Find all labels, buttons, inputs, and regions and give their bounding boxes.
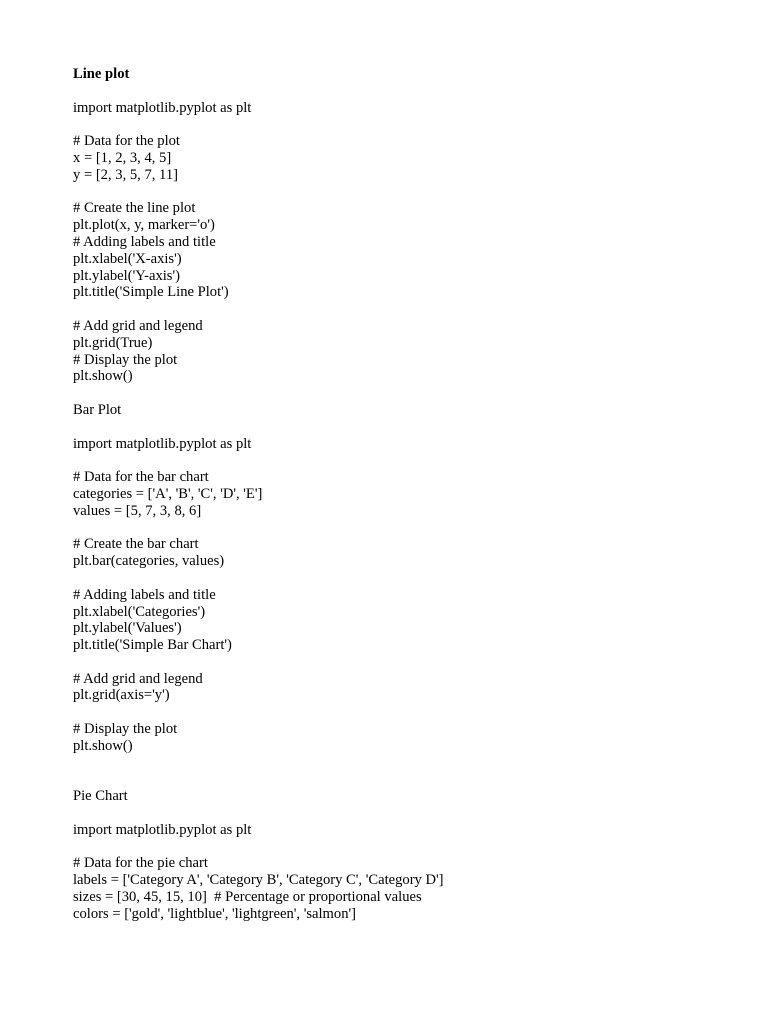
code-line: plt.xlabel('Categories')	[73, 603, 206, 620]
line-plot-heading: Line plot	[73, 66, 130, 82]
code-line: # Adding labels and title	[73, 233, 216, 250]
code-line: labels = ['Category A', 'Category B', 'Category C', 'Category D']	[73, 872, 444, 889]
spacer	[73, 570, 753, 587]
spacer	[73, 184, 753, 201]
spacer	[73, 385, 753, 402]
spacer	[73, 301, 753, 318]
code-line: plt.plot(x, y, marker='o')	[73, 217, 215, 234]
code-line: plt.title('Simple Bar Chart')	[73, 637, 232, 654]
spacer	[73, 755, 753, 789]
document-page	[73, 66, 753, 923]
code-line: # Display the plot	[73, 721, 178, 738]
spacer	[73, 839, 753, 856]
bar-plot-heading: Bar Plot	[73, 401, 122, 418]
code-line: # Create the line plot	[73, 200, 196, 217]
spacer	[73, 704, 753, 721]
code-line: # Data for the pie chart	[73, 855, 208, 872]
spacer	[73, 83, 753, 100]
code-line: import matplotlib.pyplot as plt	[73, 99, 252, 116]
spacer	[73, 116, 753, 133]
code-line: plt.ylabel('Values')	[73, 620, 182, 637]
spacer	[73, 654, 753, 671]
spacer	[73, 520, 753, 537]
code-line: plt.grid(True)	[73, 334, 153, 351]
spacer	[73, 452, 753, 469]
code-line: # Create the bar chart	[73, 536, 199, 553]
code-line: colors = ['gold', 'lightblue', 'lightgreen', 'salmon']	[73, 905, 356, 922]
code-line: import matplotlib.pyplot as plt	[73, 821, 252, 838]
code-line: plt.grid(axis='y')	[73, 687, 170, 704]
code-line: # Display the plot	[73, 351, 178, 368]
spacer	[73, 419, 753, 436]
code-line: # Add grid and legend	[73, 317, 203, 334]
code-line: values = [5, 7, 3, 8, 6]	[73, 502, 202, 519]
spacer	[73, 805, 753, 822]
code-line: # Adding labels and title	[73, 586, 216, 603]
pie-chart-heading: Pie Chart	[73, 788, 128, 805]
code-line: x = [1, 2, 3, 4, 5]	[73, 149, 172, 166]
code-line: plt.xlabel('X-axis')	[73, 250, 182, 267]
code-line: categories = ['A', 'B', 'C', 'D', 'E']	[73, 485, 263, 502]
code-line: plt.bar(categories, values)	[73, 553, 225, 570]
code-line: plt.show()	[73, 737, 133, 754]
code-line: plt.title('Simple Line Plot')	[73, 284, 229, 301]
code-line: import matplotlib.pyplot as plt	[73, 435, 252, 452]
code-line: sizes = [30, 45, 15, 10] # Percentage or proportional values	[73, 889, 422, 906]
code-line: # Add grid and legend	[73, 670, 203, 687]
code-line: # Data for the plot	[73, 133, 180, 150]
code-line: plt.ylabel('Y-axis')	[73, 267, 180, 284]
code-line: y = [2, 3, 5, 7, 11]	[73, 166, 178, 183]
code-line: plt.show()	[73, 368, 133, 385]
code-line: # Data for the bar chart	[73, 469, 209, 486]
